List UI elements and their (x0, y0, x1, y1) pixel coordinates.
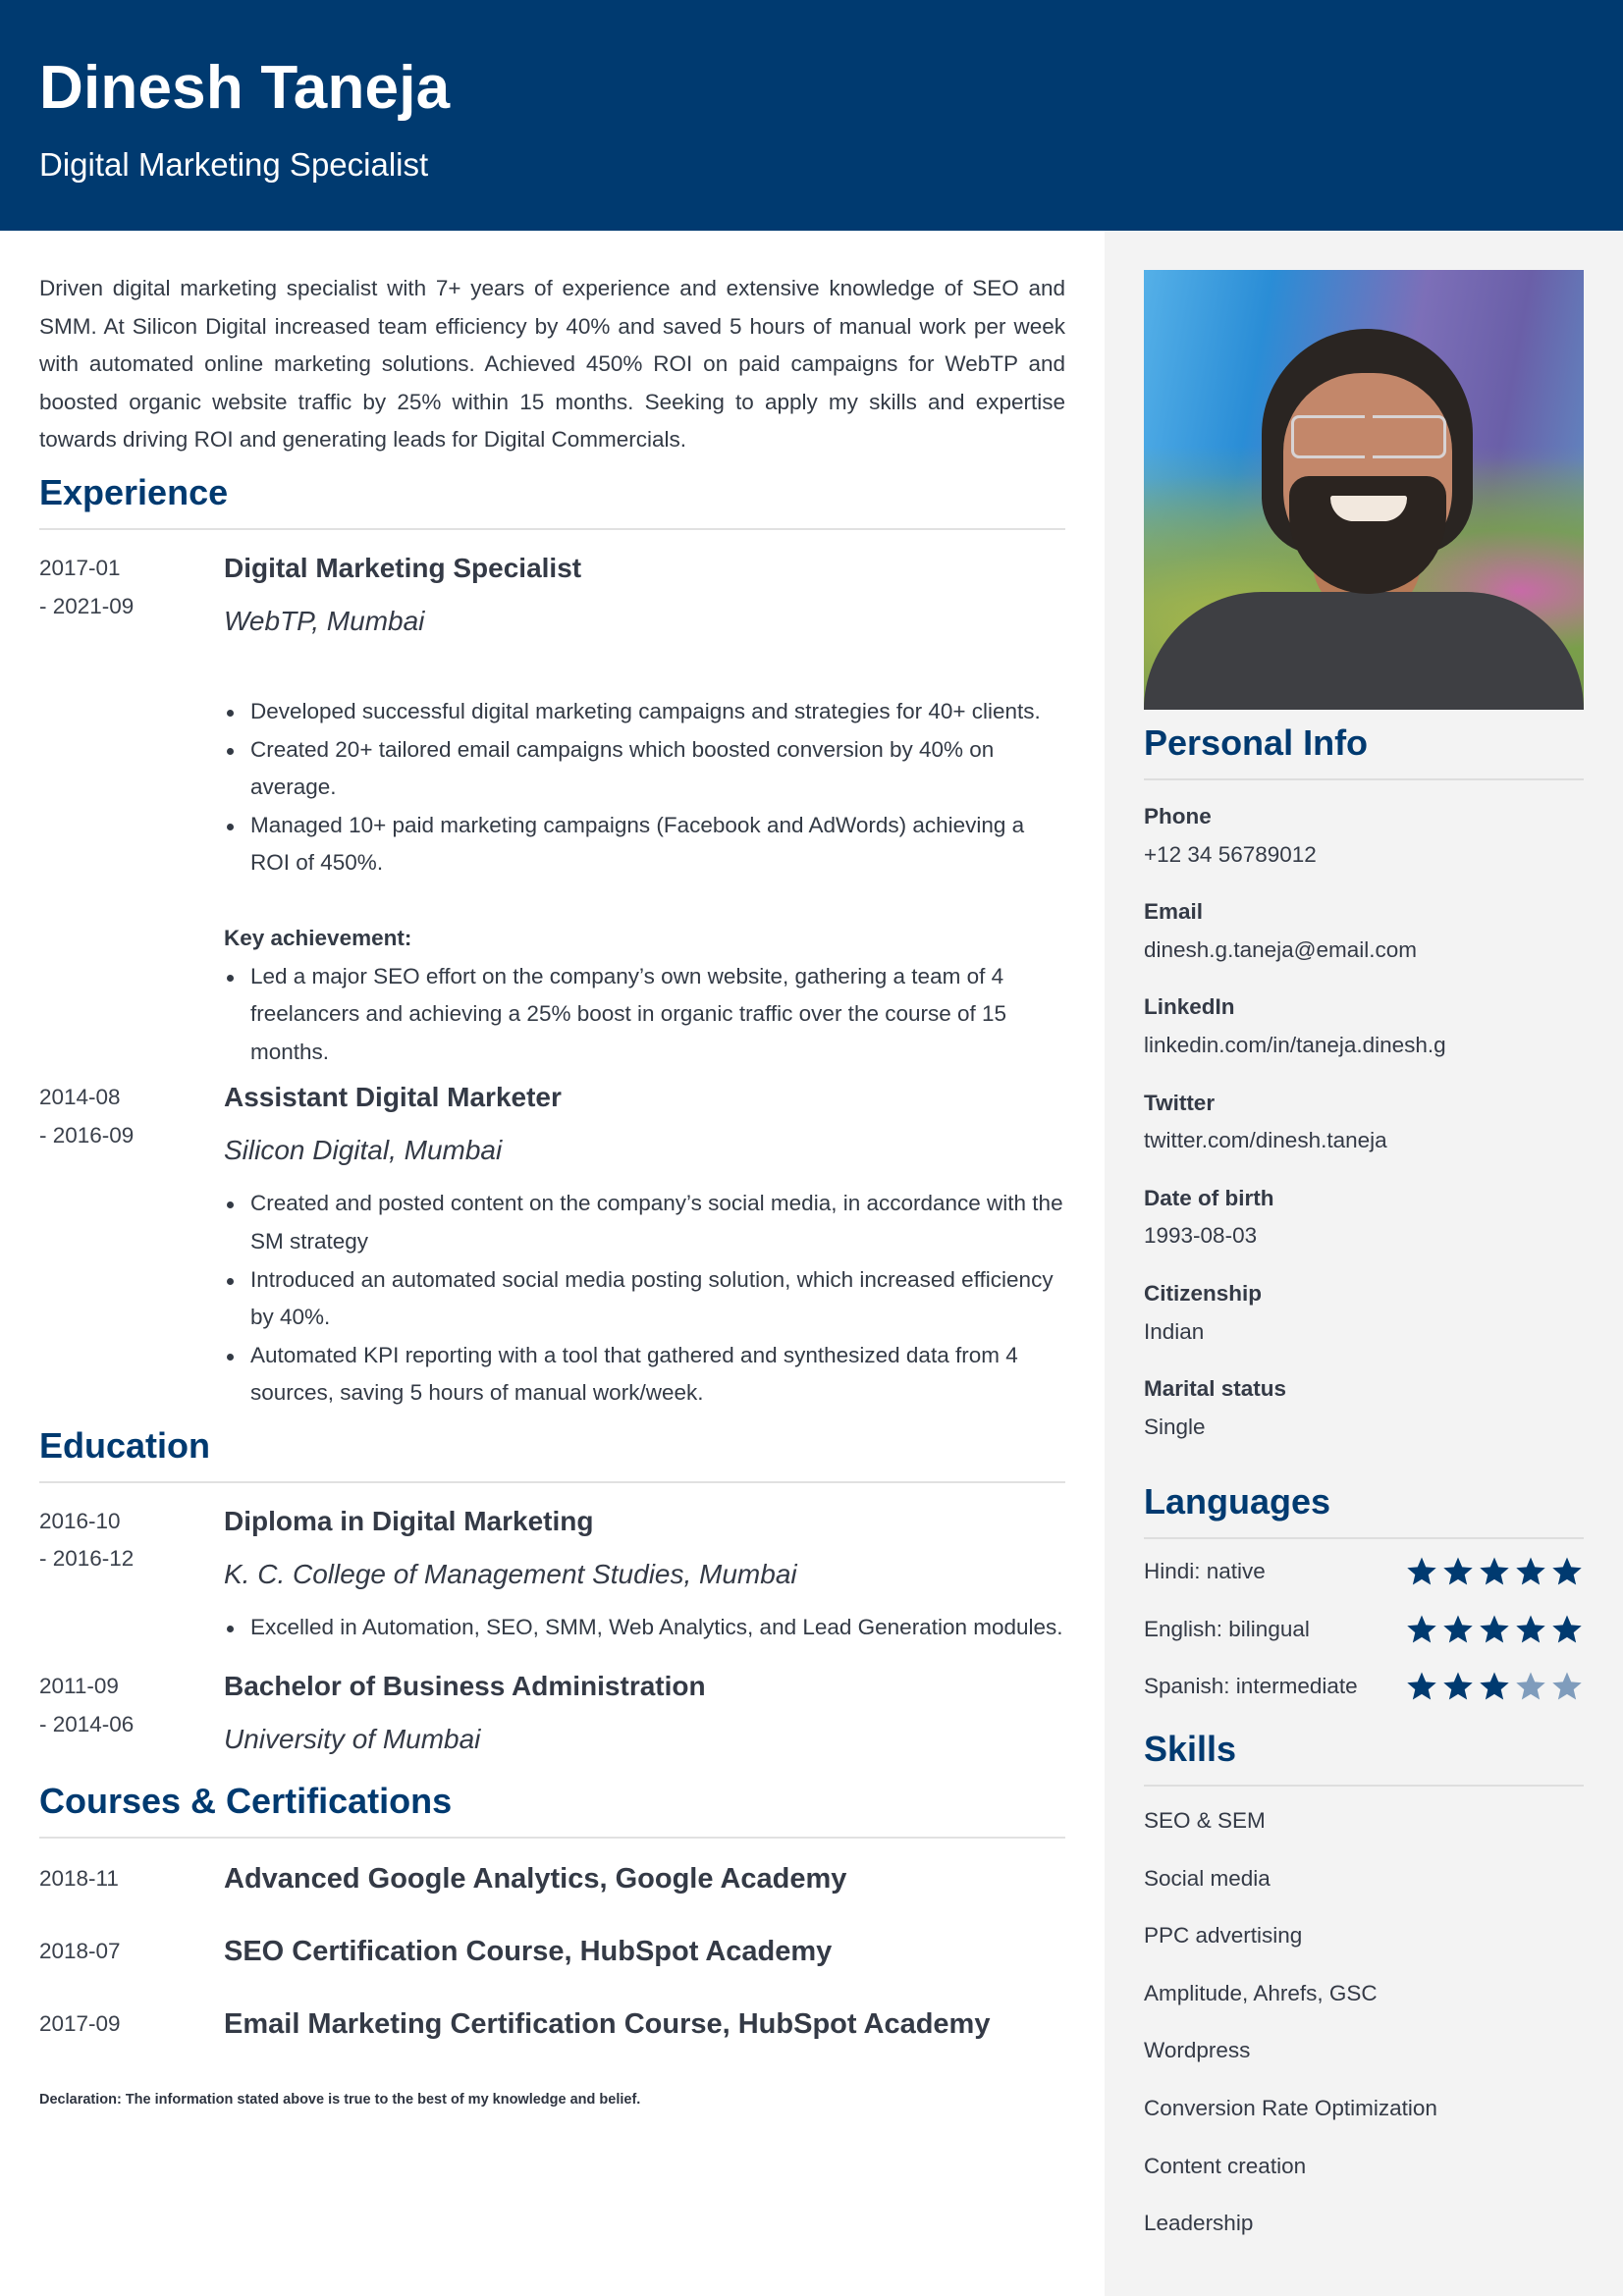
job-title: Digital Marketing Specialist (224, 552, 582, 583)
section-divider (39, 1837, 1065, 1839)
info-label: Marital status (1144, 1376, 1287, 1402)
responsibilities-list (224, 1185, 1065, 1413)
skill-item: Conversion Rate Optimization (1144, 2095, 1437, 2120)
candidate-title: Digital Marketing Specialist (39, 146, 429, 183)
skill-item: Social media (1144, 1865, 1271, 1891)
info-label: Date of birth (1144, 1185, 1274, 1210)
main-column (39, 231, 1065, 2108)
list-item: Developed successful digital marketing campaigns and strategies for 40+ clients. (224, 693, 1065, 731)
language-rating (1405, 1670, 1584, 1703)
info-label: Twitter (1144, 1090, 1216, 1115)
candidate-name: Dinesh Taneja (39, 54, 451, 122)
section-divider (1144, 1785, 1584, 1787)
entry-dates (39, 550, 224, 1071)
list-item: Excelled in Automation, SEO, SMM, Web Analytics, and Lead Generation modules. (224, 1609, 1065, 1647)
info-marital-status (1144, 1370, 1584, 1446)
date-end: - 2016-09 (39, 1122, 135, 1148)
language-item (1144, 1601, 1584, 1659)
section-title-personal-info: Personal Info (1144, 722, 1369, 763)
star-filled-icon (1478, 1670, 1511, 1703)
date-start: 2017-01 (39, 555, 121, 580)
info-label: Citizenship (1144, 1280, 1263, 1306)
info-email (1144, 893, 1584, 969)
employer: Silicon Digital, Mumbai (224, 1135, 503, 1166)
section-divider (39, 1481, 1065, 1483)
date-end: - 2014-06 (39, 1712, 135, 1737)
entry-dates (39, 1668, 224, 1758)
list-item: Led a major SEO effort on the company’s own website, gathering a team of 4 freelancers and achieving a 25% boost in organic traffic over the course of 15 months. (224, 958, 1065, 1072)
responsibilities-list (224, 693, 1065, 882)
employer: WebTP, Mumbai (224, 605, 425, 636)
date-of-birth-value: 1993-08-03 (1144, 1223, 1258, 1249)
photo-smile (1330, 496, 1407, 521)
education-entry (39, 1503, 1065, 1647)
entry-dates (39, 1503, 224, 1647)
section-title-education: Education (39, 1424, 211, 1466)
photo-glasses (1291, 415, 1446, 458)
section-title-skills: Skills (1144, 1729, 1237, 1769)
date-start: 2014-08 (39, 1085, 121, 1110)
section-divider (39, 528, 1065, 530)
course-title: Advanced Google Analytics, Google Academy (224, 1863, 847, 1896)
course-item (39, 1860, 1065, 1897)
star-filled-icon (1405, 1670, 1438, 1703)
key-achievement-list (224, 958, 1065, 1072)
course-date: 2017-09 (39, 2011, 121, 2037)
sidebar (1105, 231, 1623, 2296)
course-title: Email Marketing Certification Course, HubSpot Academy (224, 2008, 991, 2041)
marital-status-value: Single (1144, 1414, 1206, 1439)
info-label: Email (1144, 899, 1204, 925)
degree-title: Diploma in Digital Marketing (224, 1505, 594, 1536)
skills-section (1144, 1728, 1584, 2253)
skill-item: SEO & SEM (1144, 1808, 1266, 1833)
language-item (1144, 1543, 1584, 1601)
star-filled-icon (1550, 1613, 1584, 1646)
section-divider (1144, 1537, 1584, 1539)
skill-item: PPC advertising (1144, 1923, 1303, 1949)
skill-item: Amplitude, Ahrefs, GSC (1144, 1980, 1378, 2005)
star-filled-icon (1478, 1555, 1511, 1588)
course-title: SEO Certification Course, HubSpot Academy (224, 1936, 833, 1968)
star-empty-icon (1514, 1670, 1547, 1703)
citizenship-value: Indian (1144, 1318, 1205, 1344)
section-title-languages: Languages (1144, 1481, 1331, 1522)
job-title: Assistant Digital Marketer (224, 1082, 562, 1113)
course-item (39, 1933, 1065, 1970)
skill-item: Leadership (1144, 2211, 1254, 2236)
entry-body (224, 550, 1065, 1071)
education-details-list (224, 1609, 1065, 1647)
star-filled-icon (1441, 1613, 1475, 1646)
institution: K. C. College of Management Studies, Mumbai (224, 1558, 797, 1589)
resume-header (0, 0, 1623, 231)
language-name: English: bilingual (1144, 1616, 1310, 1641)
entry-body (224, 1668, 1065, 1758)
info-citizenship (1144, 1275, 1584, 1351)
institution: University of Mumbai (224, 1724, 481, 1755)
info-twitter (1144, 1085, 1584, 1160)
degree-title: Bachelor of Business Administration (224, 1671, 706, 1702)
star-filled-icon (1405, 1613, 1438, 1646)
star-filled-icon (1441, 1670, 1475, 1703)
list-item: Created and posted content on the company’s social media, in accordance with the SM strategy (224, 1185, 1065, 1260)
personal-info-section (1144, 721, 1584, 1446)
course-item (39, 2005, 1065, 2043)
date-start: 2016-10 (39, 1508, 121, 1533)
star-filled-icon (1405, 1555, 1438, 1588)
language-rating (1405, 1613, 1584, 1646)
education-section (39, 1424, 1065, 1759)
entry-dates (39, 1079, 224, 1413)
key-achievement-label: Key achievement: (224, 925, 412, 950)
list-item: Automated KPI reporting with a tool that gathered and synthesized data from 4 sources, saving 5 hours of manual work/week. (224, 1337, 1065, 1413)
section-divider (1144, 778, 1584, 780)
star-filled-icon (1550, 1555, 1584, 1588)
star-filled-icon (1514, 1555, 1547, 1588)
section-title-experience: Experience (39, 471, 229, 512)
star-filled-icon (1478, 1613, 1511, 1646)
phone-value: +12 34 56789012 (1144, 841, 1317, 867)
list-item: Created 20+ tailored email campaigns which boosted conversion by 40% on average. (224, 731, 1065, 807)
courses-section (39, 1780, 1065, 2043)
experience-entry (39, 1079, 1065, 1413)
info-phone (1144, 798, 1584, 874)
info-label: Phone (1144, 804, 1212, 828)
twitter-link[interactable]: twitter.com/dinesh.taneja (1144, 1128, 1387, 1153)
language-name: Hindi: native (1144, 1559, 1266, 1584)
photo-shirt (1144, 592, 1584, 710)
star-filled-icon (1441, 1555, 1475, 1588)
course-date: 2018-11 (39, 1866, 119, 1892)
info-date-of-birth (1144, 1180, 1584, 1255)
entry-body (224, 1079, 1065, 1413)
experience-entry (39, 550, 1065, 1071)
date-end: - 2016-12 (39, 1546, 135, 1572)
info-label: LinkedIn (1144, 994, 1235, 1020)
skill-item: Wordpress (1144, 2038, 1251, 2063)
profile-photo (1144, 270, 1584, 710)
education-entry (39, 1668, 1065, 1758)
star-filled-icon (1514, 1613, 1547, 1646)
experience-section (39, 471, 1065, 1413)
course-date: 2018-07 (39, 1939, 121, 1964)
language-rating (1405, 1555, 1584, 1588)
star-empty-icon (1550, 1670, 1584, 1703)
info-linkedin (1144, 988, 1584, 1064)
email-value[interactable]: dinesh.g.taneja@email.com (1144, 936, 1417, 962)
date-end: - 2021-09 (39, 593, 135, 618)
list-item: Managed 10+ paid marketing campaigns (Facebook and AdWords) achieving a ROI of 450%. (224, 807, 1065, 882)
skill-item: Content creation (1144, 2153, 1307, 2178)
professional-summary: Driven digital marketing specialist with 7+ years of experience and extensive knowledge of SEO and SMM. At Silicon Digital increased team efficiency by 40% and saved 5 hours of manual work per week with automated online marketing solutions. Achieved 450% ROI on paid campaigns for WebTP and boosted organic website traffic by 25% within 15 months. Seeking to apply my skills and expertise towards driving ROI and generating leads for Digital Commercials. (39, 276, 1065, 453)
list-item: Introduced an automated social media posting solution, which increased efficiency by 40%. (224, 1261, 1065, 1337)
linkedin-link[interactable]: linkedin.com/in/taneja.dinesh.g (1144, 1032, 1446, 1057)
language-item (1144, 1658, 1584, 1716)
date-start: 2011-09 (39, 1674, 119, 1699)
declaration-statement: Declaration: The information stated above is true to the best of my knowledge and belief. (39, 2092, 641, 2109)
languages-section (1144, 1480, 1584, 1716)
section-title-courses: Courses & Certifications (39, 1781, 453, 1822)
language-name: Spanish: intermediate (1144, 1674, 1358, 1699)
entry-body (224, 1503, 1065, 1647)
